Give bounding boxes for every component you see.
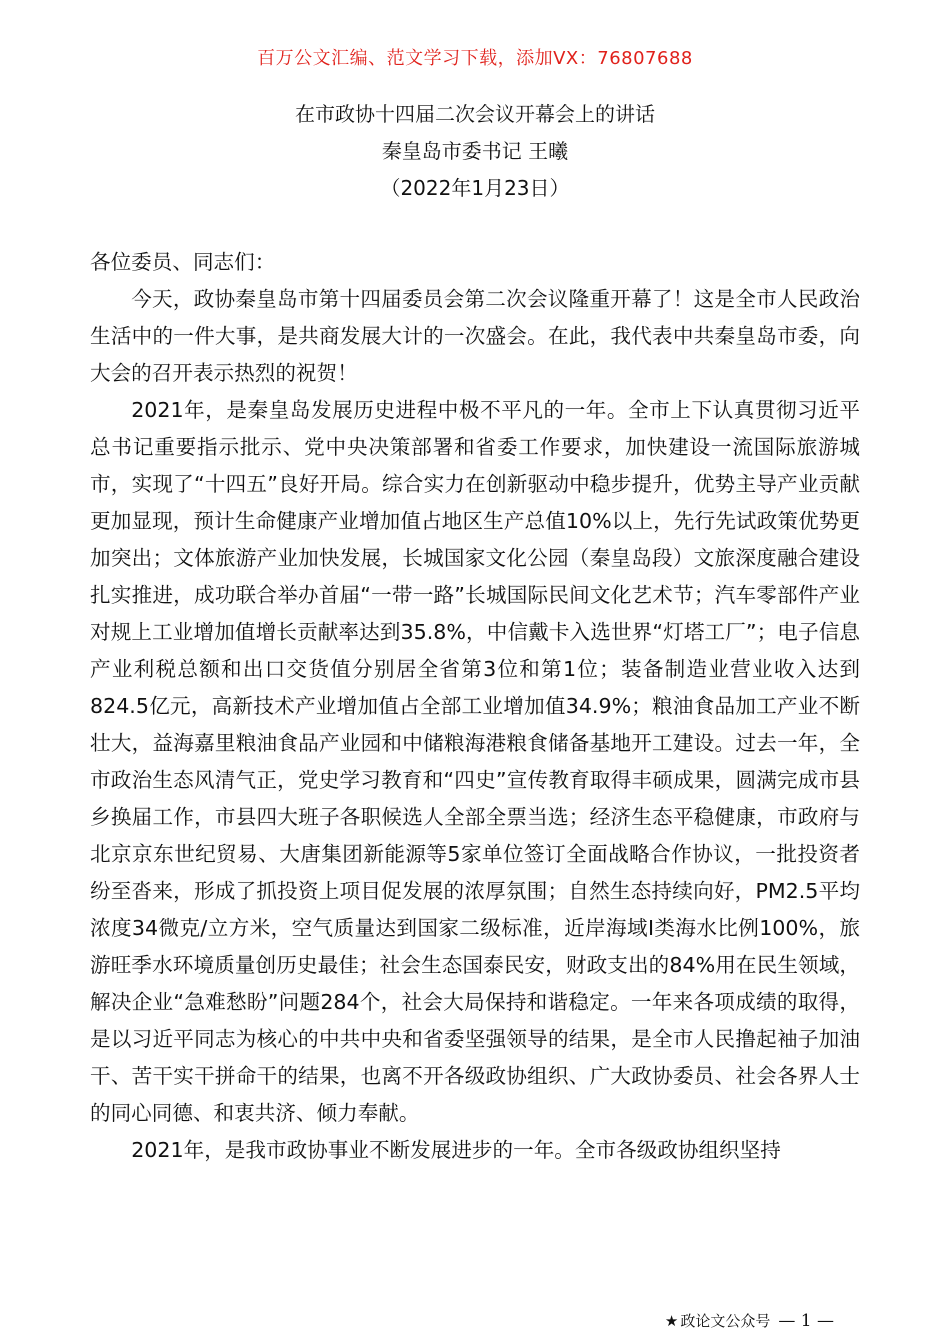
page-footer — [665, 1310, 834, 1332]
watermark-header: 百万公文汇编、范文学习下载，添加VX：76807688 — [257, 48, 693, 69]
paragraph: 今天，政协秦皇岛市第十四届委员会第二次会议隆重开幕了！这是全市人民政治生活中的一件大事，是共商发展大计的一次盛会。在此，我代表中共秦皇岛市委，向大会的召开表示热烈的祝贺！ — [90, 287, 860, 385]
speech-title: 在市政协十四届二次会议开幕会上的讲话 — [295, 102, 655, 126]
paragraph: 2021年，是秦皇岛发展历史进程中极不平凡的一年。全市上下认真贯彻习近平总书记重要指示批示、党中央决策部署和省委工作要求，加快建设一流国际旅游城市，实现了“十四五”良好开局。综合实力在创新驱动中稳步提升，优势主导产业贡献更加显现，预计生命健康产业增加值占地区生产总值10%以上，先行先试政策优势更加突出；文体旅游产业加快发展，长城国家文化公园（秦皇岛段）文旅深度融合建设扎实推进，成功联合举办首届“一带一路”长城国际民间文化艺术节；汽车零部件产业对规上工业增加值增长贡献率达到35.8%，中信戴卡入选世界“灯塔工厂”；电子信息产业利税总额和出口交货值分别居全省第3位和第1位；装备制造业营业收入达到824.5亿元，高新技术产业增加值占全部工业增加值34.9%；粮油食品加工产业不断壮大，益海嘉里粮油食品产业园和中储粮海港粮食储备基地开工建设。过去一年，全市政治生态风清气正，党史学习教育和“四史”宣传教育取得丰硕成果，圆满完成市县乡换届工作，市县四大班子各职候选人全部全票当选；经济生态平稳健康，市政府与北京京东世纪贸易、大唐集团新能源等5家单位签订全面战略合作协议，一批投资者纷至沓来，形成了抓投资上项目促发展的浓厚氛围；自然生态持续向好，PM2.5平均浓度34微克/立方米，空气质量达到国家二级标准，近岸海域I类海水比例100%，旅游旺季水环境质量创历史最佳；社会生态国泰民安，财政支出的84%用在民生领域，解决企业“急难愁盼”问题284个，社会大局保持和谐稳定。一年来各项成绩的取得，是以习近平同志为核心的中共中央和省委坚强领导的结果，是全市人民撸起袖子加油干、苦干实干拼命干的结果，也离不开各级政协组织、广大政协委员、社会各界人士的同心同德、和衷共济、倾力奉献。 — [90, 398, 860, 1125]
body-text — [90, 244, 860, 1169]
page-number: — 1 — — [778, 1311, 834, 1331]
speech-date: （2022年1月23日） — [380, 176, 570, 200]
title-block — [0, 96, 950, 207]
footer-source: 政论文公众号 — [680, 1312, 771, 1330]
paragraph: 2021年，是我市政协事业不断发展进步的一年。全市各级政协组织坚持 — [131, 1138, 781, 1162]
star-icon: ★ — [664, 1312, 679, 1330]
speaker-line: 秦皇岛市委书记 王曦 — [381, 139, 569, 163]
salutation: 各位委员、同志们： — [90, 250, 276, 274]
